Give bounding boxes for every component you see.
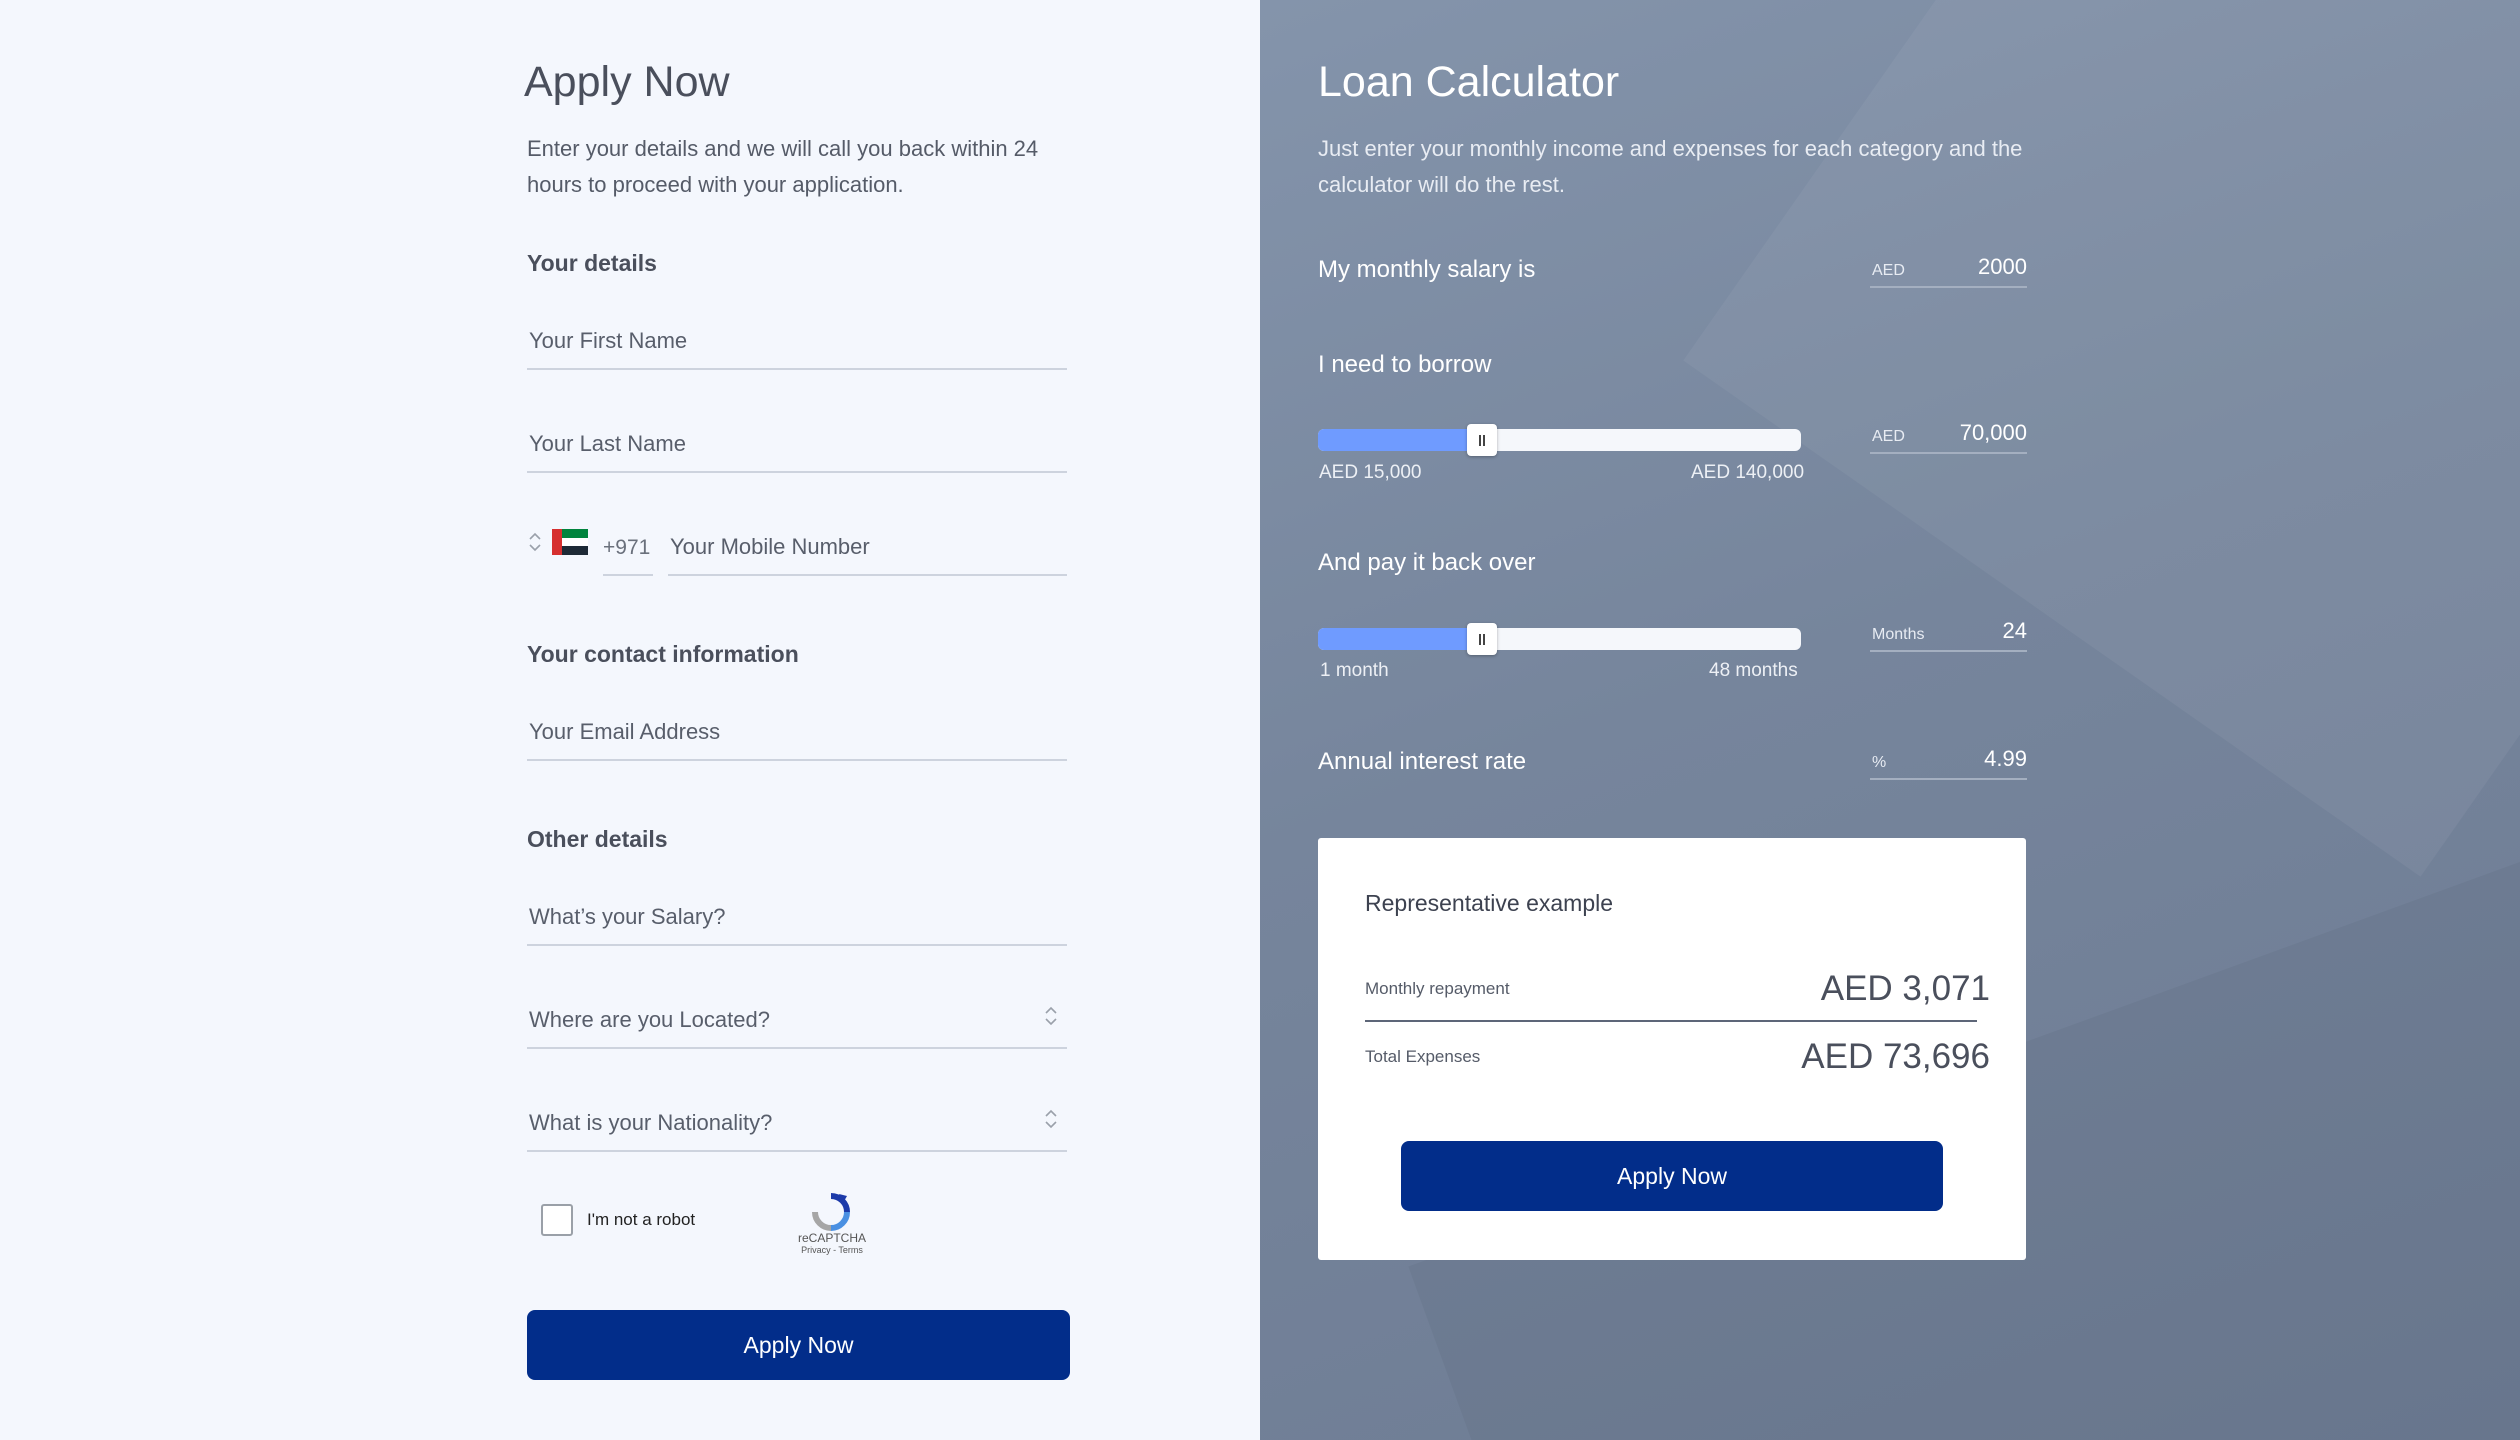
representative-example-card <box>1318 838 2026 1260</box>
section-your-details: Your details <box>527 250 657 276</box>
monthly-repayment-value: AED 3,071 <box>1820 969 1990 1008</box>
email-input[interactable] <box>527 705 1067 759</box>
calculator-intro-line-1: Just enter your monthly income and expenses for each category and the <box>1318 136 2023 161</box>
recaptcha-logo-icon <box>809 1190 853 1234</box>
rate-unit: % <box>1872 754 1887 771</box>
last-name-field[interactable] <box>527 417 1067 473</box>
term-slider-fill <box>1318 628 1482 650</box>
salary-label: My monthly salary is <box>1318 256 1536 283</box>
salary-value-field[interactable] <box>1870 248 2027 288</box>
nationality-select[interactable] <box>527 1096 1067 1152</box>
borrow-label: I need to borrow <box>1318 351 1492 378</box>
recaptcha-terms-link[interactable]: Privacy - Terms <box>801 1245 863 1255</box>
term-slider-thumb[interactable] <box>1467 623 1497 655</box>
location-input[interactable] <box>527 993 1067 1047</box>
borrow-slider-fill <box>1318 429 1482 451</box>
apply-title: Apply Now <box>524 58 730 106</box>
recaptcha-label: I'm not a robot <box>587 1210 696 1229</box>
salary-field[interactable] <box>527 890 1067 946</box>
monthly-repayment-label: Monthly repayment <box>1365 979 1510 998</box>
term-min-label: 1 month <box>1320 660 1389 681</box>
phone-country-code[interactable]: +971 <box>603 520 653 576</box>
first-name-input[interactable] <box>527 314 1067 368</box>
card-divider <box>1365 1020 1977 1022</box>
borrow-slider[interactable] <box>1318 429 1801 451</box>
calculator-intro-line-2: calculator will do the rest. <box>1318 172 1565 197</box>
total-expenses-label: Total Expenses <box>1365 1047 1481 1066</box>
rate-label: Annual interest rate <box>1318 748 1527 775</box>
borrow-value[interactable]: 70,000 <box>1959 420 2027 445</box>
apply-now-calculator-button[interactable]: Apply Now <box>1401 1141 1943 1211</box>
borrow-min-label: AED 15,000 <box>1319 462 1422 483</box>
salary-input[interactable] <box>527 890 1067 944</box>
salary-unit: AED <box>1872 262 1905 279</box>
calculator-title: Loan Calculator <box>1318 58 1620 106</box>
example-title: Representative example <box>1365 890 1614 916</box>
borrow-unit: AED <box>1872 428 1905 445</box>
recaptcha-checkbox[interactable] <box>541 1204 573 1236</box>
apply-now-submit-button[interactable]: Apply Now <box>527 1310 1070 1380</box>
nationality-input[interactable] <box>527 1096 1067 1150</box>
chevron-updown-icon <box>1043 1106 1059 1132</box>
term-value[interactable]: 24 <box>2002 618 2027 643</box>
uae-flag-icon[interactable] <box>552 529 588 555</box>
mobile-field[interactable] <box>668 520 1067 576</box>
term-slider[interactable] <box>1318 628 1801 650</box>
location-select[interactable] <box>527 993 1067 1049</box>
apply-intro-line-1: Enter your details and we will call you back within 24 <box>527 136 1039 161</box>
section-contact-information: Your contact information <box>527 641 799 667</box>
borrow-max-label: AED 140,000 <box>1691 462 1805 483</box>
last-name-input[interactable] <box>527 417 1067 471</box>
rate-value-field[interactable] <box>1870 740 2027 780</box>
borrow-slider-thumb[interactable] <box>1467 424 1497 456</box>
recaptcha-brand: reCAPTCHA <box>797 1231 866 1245</box>
apply-intro-line-2: hours to proceed with your application. <box>527 172 904 197</box>
salary-value[interactable]: 2000 <box>1978 254 2027 279</box>
rate-value[interactable]: 4.99 <box>1984 746 2027 771</box>
term-unit: Months <box>1872 626 1925 643</box>
calculator-intro <box>1318 131 2038 203</box>
mobile-input[interactable] <box>668 520 1067 574</box>
term-label: And pay it back over <box>1318 549 1536 576</box>
section-other-details: Other details <box>527 826 668 852</box>
borrow-value-field[interactable] <box>1870 414 2027 454</box>
term-value-field[interactable] <box>1870 612 2027 652</box>
recaptcha-widget <box>527 1180 887 1260</box>
email-field[interactable] <box>527 705 1067 761</box>
chevron-updown-icon <box>1043 1003 1059 1029</box>
country-select-chevron-icon[interactable] <box>528 530 542 554</box>
first-name-field[interactable] <box>527 314 1067 370</box>
total-expenses-value: AED 73,696 <box>1801 1037 1990 1076</box>
term-max-label: 48 months <box>1709 660 1798 681</box>
apply-intro <box>527 131 1038 203</box>
